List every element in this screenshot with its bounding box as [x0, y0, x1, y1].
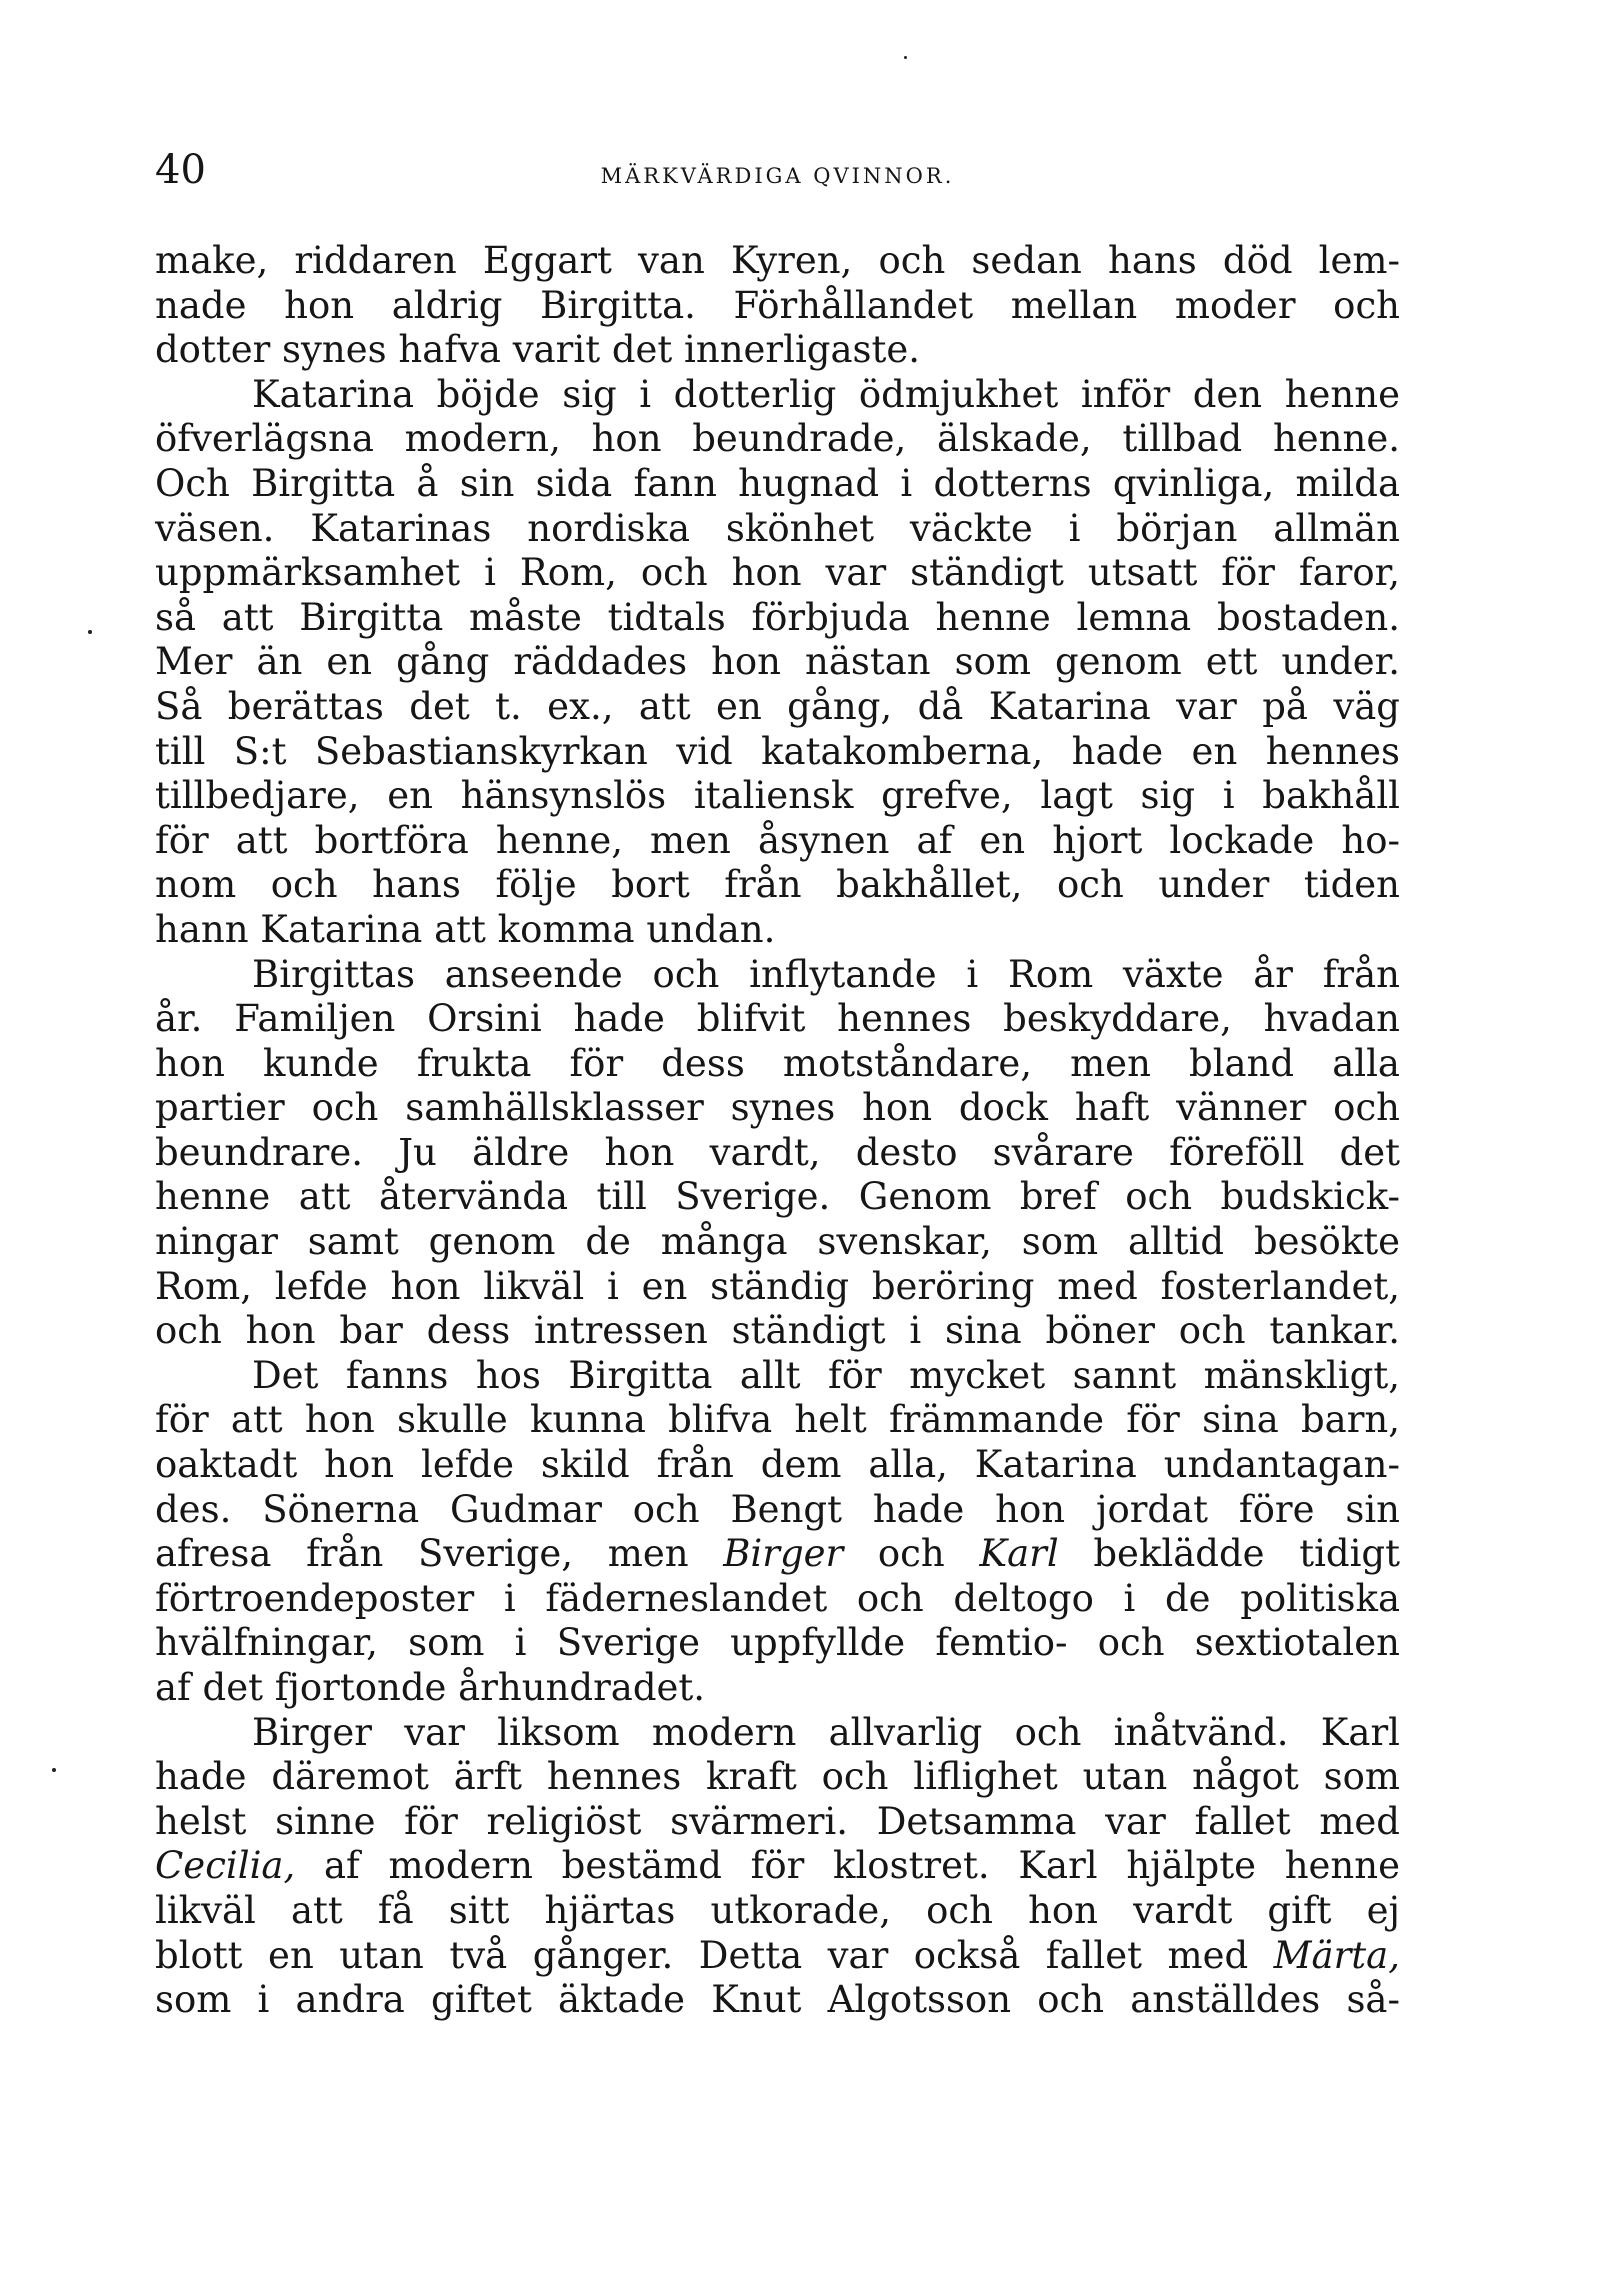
text-line: öfverlägsna modern, hon beundrade, älskade, tillbad henne. [155, 417, 1400, 461]
text-line: tillbedjare, en hänsynslös italiensk grefve, lagt sig i bakhåll [155, 774, 1400, 818]
text-line: des. Sönerna Gudmar och Bengt hade hon jordat före sin [155, 1487, 1400, 1531]
text-line [155, 1532, 1400, 1577]
text-line: dotter synes hafva varit det innerligaste. [155, 328, 921, 372]
text-line: år. Familjen Orsini hade blifvit hennes beskyddare, hvadan [155, 997, 1400, 1041]
text-line: Birger var liksom modern allvarlig och inåtvänd. Karl [252, 1710, 1400, 1754]
text-line: Birgittas anseende och inflytande i Rom växte år från [252, 952, 1400, 996]
text-line: Rom, lefde hon likväl i en ständig beröring med fosterlandet, [155, 1264, 1400, 1308]
body-text [155, 239, 1400, 2023]
text-run: beklädde tidigt [1058, 1532, 1400, 1576]
running-title: MÄRKVÄRDIGA QVINNOR. [600, 164, 955, 188]
text-line: nom och hans följe bort från bakhållet, och under tiden [155, 863, 1400, 907]
text-line: af det fjortonde århundradet. [155, 1666, 706, 1709]
page-number: 40 [155, 147, 206, 193]
text-run: af modern bestämd för klostret. Karl hjälpte henne [295, 1844, 1400, 1888]
text-line: som i andra giftet äktade Knut Algotsson och anställdes så- [155, 1978, 1400, 2022]
text-line: helst sinne för religiöst svärmeri. Detsamma var fallet med [155, 1799, 1400, 1843]
text-line: för att bortföra henne, men åsynen af en hjort lockade ho- [155, 818, 1400, 862]
text-line: henne att återvända till Sverige. Genom bref och budskick- [155, 1175, 1400, 1219]
text-run: afresa från Sverige, men [155, 1532, 724, 1576]
page-header [155, 147, 1400, 200]
text-line: nade hon aldrig Birgitta. Förhållandet mellan moder och [155, 283, 1400, 327]
text-line: uppmärksamhet i Rom, och hon var ständigt utsatt för faror, [155, 551, 1400, 595]
emphasis-name: Karl [979, 1532, 1059, 1576]
text-line: hade däremot ärft hennes kraft och liflighet utan något som [155, 1755, 1400, 1799]
print-speck [904, 56, 907, 59]
text-line: hann Katarina att komma undan. [155, 907, 776, 951]
text-line: Mer än en gång räddades hon nästan som genom ett under. [155, 640, 1400, 684]
text-line: och hon bar dess intressen ständigt i sina böner och tankar. [155, 1309, 1400, 1353]
text-line: väsen. Katarinas nordiska skönhet väckte i början allmän [155, 506, 1400, 550]
text-line: Och Birgitta å sin sida fann hugnad i dotterns qvinliga, milda [155, 461, 1400, 505]
text-line: hon kunde frukta för dess motståndare, men bland alla [155, 1041, 1400, 1085]
text-line: till S:t Sebastianskyrkan vid katakomberna, hade en hennes [155, 729, 1400, 773]
text-line: Det fanns hos Birgitta allt för mycket sannt mänskligt, [252, 1353, 1400, 1397]
text-line: partier och samhällsklasser synes hon dock haft vänner och [155, 1086, 1400, 1130]
emphasis-name: Birger [723, 1532, 844, 1576]
text-line: Så berättas det t. ex., att en gång, då Katarina var på väg [155, 684, 1400, 728]
text-run: blott en utan två gånger. Detta var också fallet med [155, 1933, 1274, 1977]
text-line: så att Birgitta måste tidtals förbjuda henne lemna bostaden. [155, 595, 1400, 639]
text-line: likväl att få sitt hjärtas utkorade, och hon vardt gift ej [155, 1888, 1400, 1932]
emphasis-name: Märta, [1273, 1933, 1400, 1977]
text-line: förtroendeposter i fäderneslandet och deltogo i de politiska [155, 1576, 1400, 1620]
text-line: Katarina böjde sig i dotterlig ödmjukhet inför den henne [252, 372, 1400, 416]
text-line [155, 1844, 1400, 1889]
text-line: beundrare. Ju äldre hon vardt, desto svårare föreföll det [155, 1130, 1400, 1174]
text-line: oaktadt hon lefde skild från dem alla, Katarina undantagan- [155, 1443, 1400, 1487]
text-line: hvälfningar, som i Sverige uppfyllde femtio- och sextiotalen [155, 1621, 1400, 1665]
text-line: make, riddaren Eggart van Kyren, och sedan hans död lem- [155, 239, 1400, 282]
print-speck [52, 1768, 56, 1772]
text-line: för att hon skulle kunna blifva helt främmande för sina barn, [155, 1398, 1400, 1442]
print-speck [88, 630, 92, 634]
text-line [155, 1934, 1400, 1979]
text-run: och [843, 1532, 980, 1576]
emphasis-name: Cecilia, [155, 1844, 296, 1888]
text-line: ningar samt genom de många svenskar, som alltid besökte [155, 1220, 1400, 1264]
